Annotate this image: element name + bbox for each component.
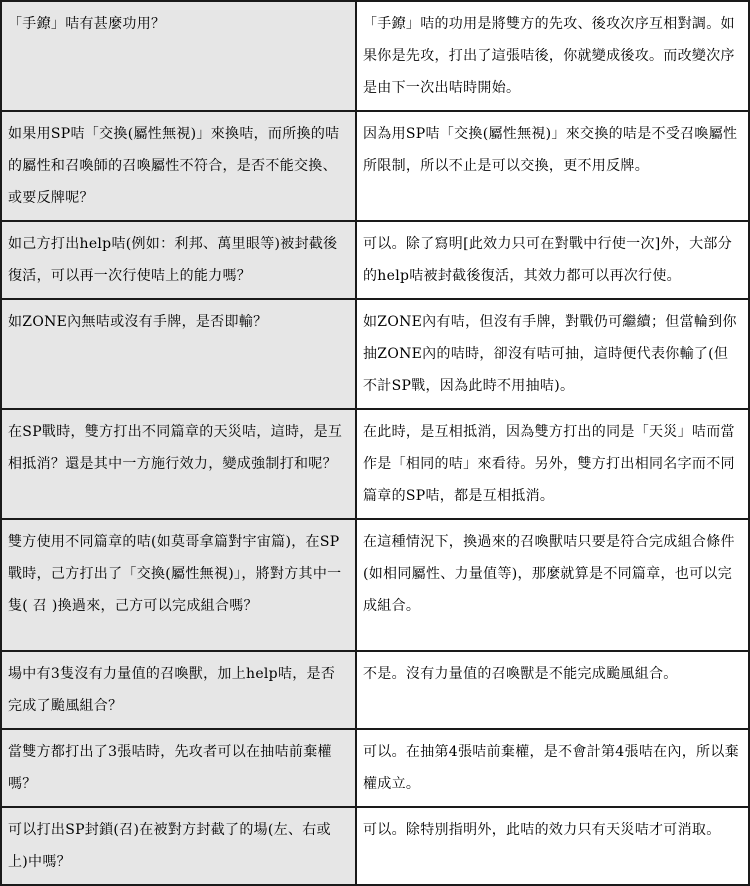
table-row [1,221,749,299]
answer-cell [356,519,749,651]
question-cell [1,111,356,221]
answer-cell [356,729,749,807]
question-text: 如ZONE內無咭或沒有手牌，是否即輸？ [8,314,268,330]
question-cell [1,299,356,409]
table-row [1,519,749,651]
question-text: 如果用SP咭「交換(屬性無視)」來換咭，而所換的咭的屬性和召喚師的召喚屬性不符合，是否不能交換、或要反牌呢？ [8,126,340,206]
answer-text: 可以。在抽第4張咭前棄權，是不會計第4張咭在內，所以棄權成立。 [363,744,739,792]
question-cell [1,729,356,807]
table-row [1,729,749,807]
table-row [1,299,749,409]
table-row [1,651,749,729]
question-text: 如己方打出help咭(例如：利邦、萬里眼等)被封截後復活，可以再一次行使咭上的能力嗎？ [8,236,338,284]
answer-cell [356,651,749,729]
answer-cell [356,111,749,221]
answer-text: 如ZONE內有咭，但沒有手牌，對戰仍可繼續；但當輪到你抽ZONE內的咭時，卻沒有咭可抽，這時便代表你輸了(但不計SP戰，因為此時不用抽咭)。 [363,314,737,394]
answer-cell [356,299,749,409]
question-text: 當雙方都打出了3張咭時，先攻者可以在抽咭前棄權嗎？ [8,744,332,792]
question-cell [1,1,356,111]
question-cell [1,409,356,519]
table-row [1,1,749,111]
answer-cell [356,409,749,519]
answer-text: 不是。沒有力量值的召喚獸是不能完成颱風組合。 [363,666,678,682]
answer-text: 在這種情況下，換過來的召喚獸咭只要是符合完成組合條件(如相同屬性、力量值等)，那麼就算是不同篇章，也可以完成組合。 [363,534,735,614]
answer-cell [356,1,749,111]
question-text: 雙方使用不同篇章的咭(如莫哥拿篇對宇宙篇)，在SP戰時，己方打出了「交換(屬性無視)」，將對方其中一隻( 召 )換過來，己方可以完成組合嗎？ [8,534,342,614]
answer-text: 因為用SP咭「交換(屬性無視)」來交換的咭是不受召喚屬性所限制，所以不止是可以交換，更不用反牌。 [363,126,738,174]
question-text: 場中有3隻沒有力量值的召喚獸，加上help咭，是否完成了颱風組合？ [8,666,336,714]
question-cell [1,651,356,729]
answer-cell [356,807,749,885]
answer-text: 可以。除了寫明[此效力只可在對戰中行使一次]外，大部分的help咭被封截後復活，其效力都可以再次行使。 [363,236,733,284]
question-cell [1,807,356,885]
question-cell [1,519,356,651]
question-text: 「手鐐」咭有甚麼功用？ [8,16,166,32]
table-row [1,807,749,885]
table-row [1,409,749,519]
question-text: 在SP戰時，雙方打出不同篇章的天災咭，這時，是互相抵消？還是其中一方施行效力，變成強制打和呢？ [8,424,343,472]
question-cell [1,221,356,299]
question-text: 可以打出SP封鎖(召)在被對方封截了的場(左、右或上)中嗎？ [8,822,331,870]
answer-text: 在此時，是互相抵消，因為雙方打出的同是「天災」咭而當作是「相同的咭」來看待。另外，雙方打出相同名字而不同篇章的SP咭，都是互相抵消。 [363,424,735,504]
table-row [1,111,749,221]
answer-cell [356,221,749,299]
answer-text: 可以。除特別指明外，此咭的效力只有天災咭才可消取。 [363,822,721,838]
answer-text: 「手鐐」咭的功用是將雙方的先攻、後攻次序互相對調。如果你是先攻，打出了這張咭後，你就變成後攻。而改變次序是由下一次出咭時開始。 [363,16,735,96]
